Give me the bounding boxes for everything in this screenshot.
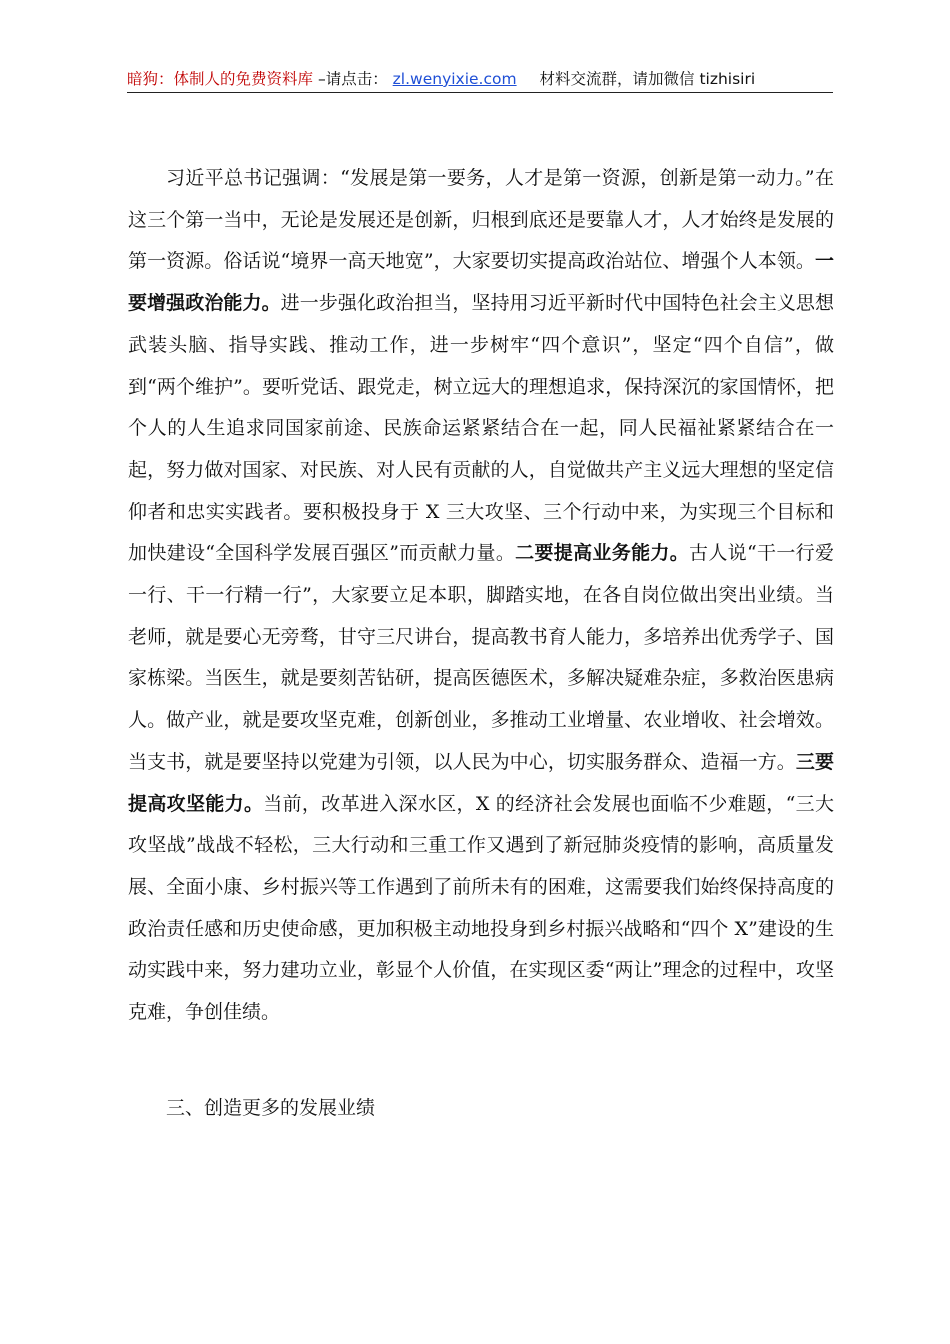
page-header <box>127 66 833 93</box>
header-site-name: 暗狗：体制人的免费资料库 <box>127 70 314 88</box>
header-click-prompt: –请点击： <box>317 70 388 88</box>
paragraph-text <box>128 158 834 1034</box>
bold-point-1: 一要增强政治能力。 <box>128 250 834 315</box>
paragraph-part-3: 古人说“干一行爱一行、干一行精一行”，大家要立足本职，脚踏实地，在各自岗位做出突出业绩。当老师，就是要心无旁骛，甘守三尺讲台，提高教书育人能力，多培养出优秀学子、国家栋梁。当医生，就是要刻苦钻研，提高医德医术，多解决疑难杂症，多救治医患病人。做产业，就是要攻坚克难，创新创业，多推动工业增量、农业增收、社会增效。当支书，就是要坚持以党建为引领，以人民为中心，切实服务群众、造福一方。 <box>128 542 834 773</box>
bold-point-3: 三要提高攻坚能力。 <box>128 750 834 815</box>
bold-point-2: 二要提高业务能力。 <box>515 542 690 565</box>
paragraph-part-1: 习近平总书记强调：“发展是第一要务，人才是第一资源，创新是第一动力。”在这三个第一当中，无论是发展还是创新，归根到底还是要靠人才，人才始终是发展的第一资源。俗话说“境界一高天地宽”，大家要切实提高政治站位、增强个人本领。 <box>128 167 834 273</box>
paragraph-part-2: 进一步强化政治担当，坚持用习近平新时代中国特色社会主义思想武装头脑、指导实践、推动工作，进一步树牢“四个意识”，坚定“四个自信”，做到“两个维护”。要听党话、跟党走，树立远大的理想追求，保持深沉的家国情怀，把个人的人生追求同国家前途、民族命运紧紧结合在一起，同人民福祉紧紧结合在一起，努力做对国家、对民族、对人民有贡献的人，自觉做共产主义远大理想的坚定信仰者和忠实实践者。要积极投身于 X 三大攻坚、三个行动中来，为实现三个目标和加快建设“全国科学发展百强区”而贡献力量。 <box>128 292 834 565</box>
header-group-text: 材料交流群，请加微信 tizhisiri <box>539 70 756 88</box>
body-paragraph <box>128 158 834 1034</box>
section-heading: 三、创造更多的发展业绩 <box>166 1097 376 1119</box>
header-url-link[interactable]: zl.wenyixie.com <box>392 70 517 88</box>
paragraph-part-4: 当前，改革进入深水区，X 的经济社会发展也面临不少难题，“三大攻坚战”战战不轻松，三大行动和三重工作又遇到了新冠肺炎疫情的影响，高质量发展、全面小康、乡村振兴等工作遇到了前所未有的困难，这需要我们始终保持高度的政治责任感和历史使命感，更加积极主动地投身到乡村振兴战略和“四个 X”建设的生动实践中来，努力建功立业，彰显个人价值，在实现区委“两让”理念的过程中，攻坚克难，争创佳绩。 <box>128 792 834 1024</box>
